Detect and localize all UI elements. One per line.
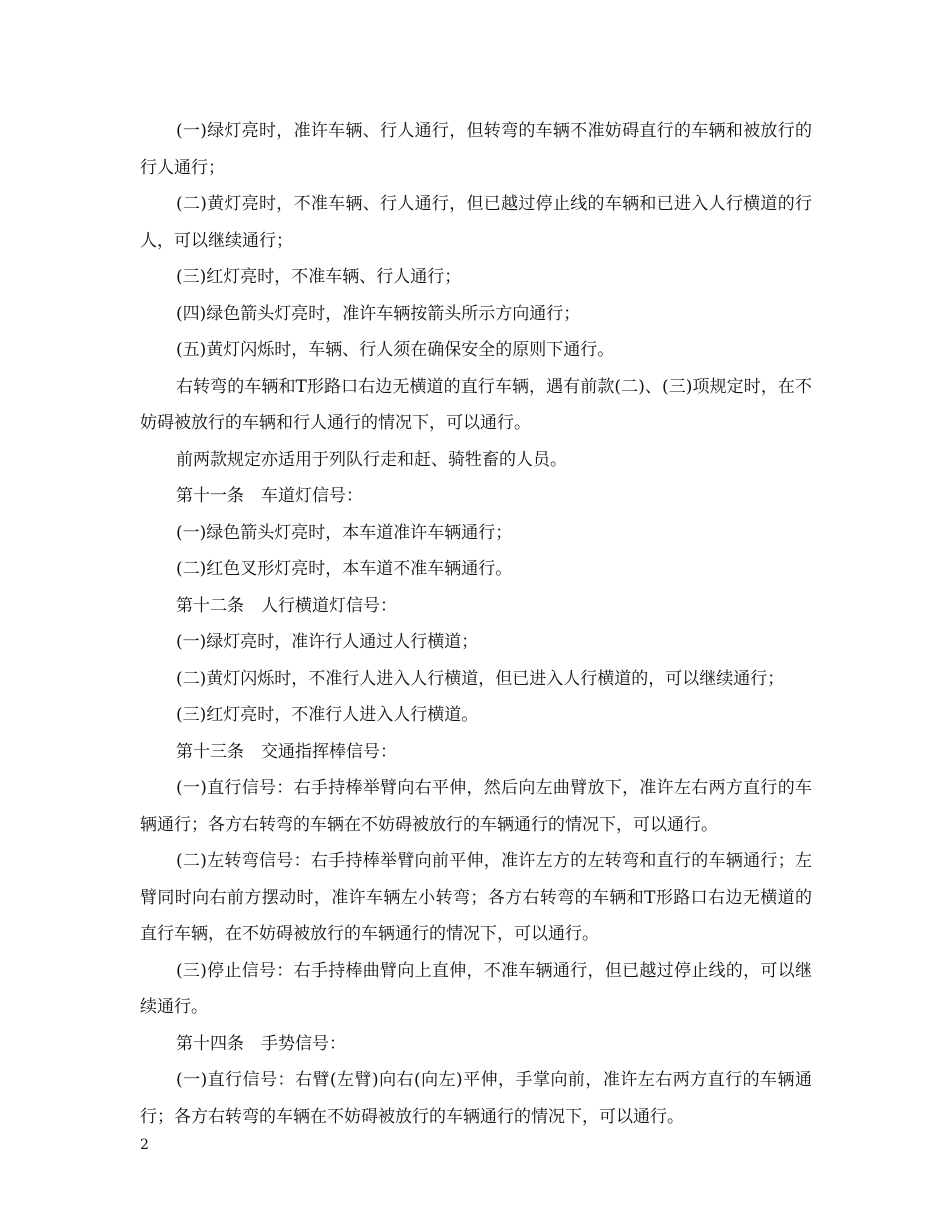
paragraph: 右转弯的车辆和T形路口右边无横道的直行车辆，遇有前款(二)、(三)项规定时，在不妨碍被放行的车辆和行人通行的情况下，可以通行。 bbox=[140, 376, 812, 433]
paragraph: (二)黄灯亮时，不准车辆、行人通行，但已越过停止线的车辆和已进入人行横道的行人，可以继续通行； bbox=[140, 194, 812, 251]
paragraph: (二)黄灯闪烁时，不准行人进入人行横道，但已进入人行横道的，可以继续通行； bbox=[176, 668, 785, 689]
paragraph: (四)绿色箭头灯亮时，准许车辆按箭头所示方向通行； bbox=[176, 303, 581, 324]
paragraph: (五)黄灯闪烁时，车辆、行人须在确保安全的原则下通行。 bbox=[176, 340, 615, 360]
paragraph: (一)绿色箭头灯亮时，本车道准许车辆通行； bbox=[176, 522, 513, 543]
paragraph: (三)红灯亮时，不准车辆、行人通行； bbox=[176, 267, 462, 287]
article-heading: 第十四条 手势信号： bbox=[176, 1033, 346, 1054]
paragraph: (一)直行信号：右手持棒举臂向右平伸，然后向左曲臂放下，准许左右两方直行的车辆通行；各方右转弯的车辆在不妨碍被放行的车辆通行的情况下，可以通行。 bbox=[140, 778, 812, 835]
article-heading: 第十二条 人行横道灯信号： bbox=[176, 595, 397, 616]
paragraph: (三)停止信号：右手持棒曲臂向上直伸，不准车辆通行，但已越过停止线的，可以继续通行。 bbox=[140, 960, 812, 1017]
document-body bbox=[140, 113, 812, 1135]
paragraph: (一)绿灯亮时，准许行人通过人行横道； bbox=[176, 632, 479, 652]
page-number: 2 bbox=[140, 1137, 149, 1153]
paragraph: (二)左转弯信号：右手持棒举臂向前平伸，准许左方的左转弯和直行的车辆通行；左臂同时向右前方摆动时，准许车辆左小转弯；各方右转弯的车辆和T形路口右边无横道的直行车辆，在不妨碍被放行的车辆通行的情况下，可以通行。 bbox=[140, 851, 812, 944]
paragraph: 前两款规定亦适用于列队行走和赶、骑牲畜的人员。 bbox=[176, 449, 567, 470]
paragraph: (一)绿灯亮时，准许车辆、行人通行，但转弯的车辆不准妨碍直行的车辆和被放行的行人通行； bbox=[140, 121, 812, 178]
paragraph: (二)红色叉形灯亮时，本车道不准车辆通行。 bbox=[176, 559, 513, 579]
article-heading: 第十三条 交通指挥棒信号： bbox=[176, 741, 397, 762]
article-heading: 第十一条 车道灯信号： bbox=[176, 486, 363, 506]
paragraph: (三)红灯亮时，不准行人进入人行横道。 bbox=[176, 705, 479, 725]
paragraph: (一)直行信号：右臂(左臂)向右(向左)平伸，手掌向前，准许左右两方直行的车辆通行；各方右转弯的车辆在不妨碍被放行的车辆通行的情况下，可以通行。 bbox=[140, 1070, 812, 1127]
